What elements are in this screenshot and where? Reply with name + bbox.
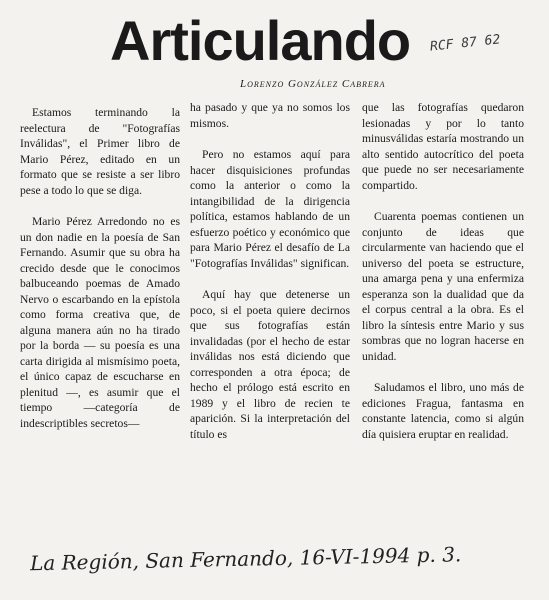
paragraph: que las fotografías quedaron lesionadas y por lo tanto minusválidas estaría mostrando un alto sentido autocrítico del poeta que puede no ser necesariamente compartido. [362, 101, 524, 192]
article-column-3 [362, 100, 524, 458]
article-column-2 [190, 100, 350, 458]
handwritten-source-note: La Región, San Fernando, 16-VI-1994 p. 3. [29, 542, 462, 576]
paragraph: Cuarenta poemas contienen un conjunto de ideas que circularmente van haciendo que el universo del poeta se estructure, una amarga pena y una enfermiza esperanza son la dualidad que da el corpus central a la obra. Es el libro la síntesis entre Mario y sus sombras que no logran hacerse en unidad. [362, 210, 524, 363]
author-byline: Lorenzo González Cabrera [240, 78, 386, 90]
article-title: Articulando [110, 9, 411, 72]
archive-stamp: RCF 87 62 [429, 32, 502, 55]
paragraph: Mario Pérez Arredondo no es un don nadie en la poesía de San Fernando. Asumir que su obra ha crecido desde que le conocimos balbuceando poemas de Amado Nervo o escarbando en la epístola como forma creativa que, de alguna manera aún no ha tirado por la borda — su poesía es una carta dirigida al mismísimo poeta, el único capaz de escucharse en plenitud —, es asumir que el tiempo —categoría de indescriptibles secretos— [20, 215, 180, 430]
paragraph: ha pasado y que ya no somos los mismos. [190, 101, 350, 130]
article-column-1 [20, 105, 180, 447]
paragraph: Estamos terminando la reelectura de "Fotografías Inválidas", el Primer libro de Mario Pérez, editado en un formato que se resiste a ser libro pese a todo lo que se diga. [20, 106, 180, 197]
paragraph: Aquí hay que detenerse un poco, si el poeta quiere decirnos que sus fotografías están invalidadas (por el hecho de estar inválidas nos está diciendo que corresponden a otra época; de hecho el prólogo está escrito en 1989 y el libro de recien te aparición. Si la interpretación del título es [190, 288, 350, 441]
paragraph: Saludamos el libro, uno más de ediciones Fragua, fantasma en constante latencia, como si algún día quisiera eruptar en realidad. [362, 381, 524, 441]
paragraph: Pero no estamos aquí para hacer disquisiciones profundas como la anterior o como la intangibilidad de la dirigencia política, estamos hablando de un esfuerzo poético y económico que para Mario Pérez el desafío de La "Fotografías Inválidas" significan. [190, 148, 350, 270]
